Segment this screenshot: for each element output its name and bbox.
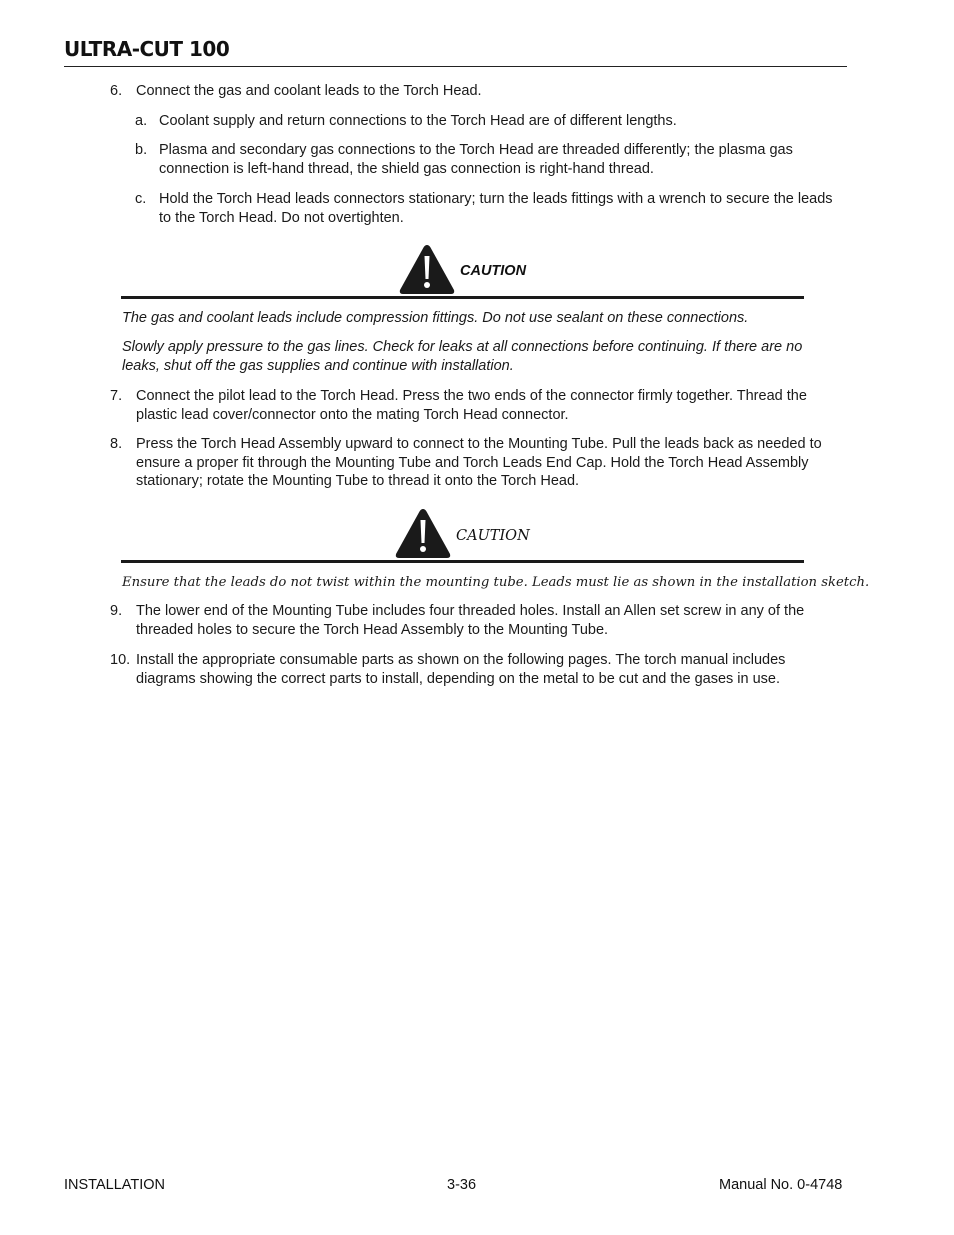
caution-label: CAUTION (456, 528, 530, 544)
caution-note: Slowly apply pressure to the gas lines. Check for leaks at all connections before continuing. If there are no leaks, shut off the gas supplies and continue with installation. (122, 339, 803, 374)
sub-step-letter: a. (135, 113, 148, 129)
footer-manual-number: Manual No. 0-4748 (719, 1177, 843, 1193)
footer-page-number: 3-36 (447, 1177, 477, 1193)
step-number: 6. (110, 83, 123, 99)
step-number: 8. (110, 436, 123, 452)
caution-divider (121, 560, 804, 563)
footer-section: INSTALLATION (64, 1177, 165, 1193)
step-number: 9. (110, 603, 123, 619)
caution-block-1 (398, 243, 558, 299)
caution-note: The gas and coolant leads include compression fittings. Do not use sealant on these connections. (122, 310, 749, 326)
caution-divider (121, 296, 804, 299)
step-9 (110, 602, 842, 639)
step-8 (110, 435, 842, 491)
step-6a (135, 112, 842, 131)
step-6b (135, 141, 842, 178)
step-number: 7. (110, 388, 123, 404)
step-6 (110, 82, 842, 101)
step-text: Install the appropriate consumable parts as shown on the following pages. The torch manual includes diagrams showing the correct parts to install, depending on the metal to be cut and the gases in use. (136, 652, 786, 687)
header-divider (64, 66, 847, 67)
step-6c (135, 190, 842, 227)
step-text: Connect the pilot lead to the Torch Head. Press the two ends of the connector firmly together. Thread the plastic lead cover/connector onto the mating Torch Head connector. (136, 388, 807, 423)
step-7 (110, 387, 842, 424)
step-text: Press the Torch Head Assembly upward to connect to the Mounting Tube. Pull the leads back as needed to ensure a proper fit through the Mounting Tube and Torch Leads End Cap. Hold the Torch Head Assembly stationary; rotate the Mounting Tube to thread it onto the Torch Head. (136, 436, 822, 489)
step-text: Connect the gas and coolant leads to the Torch Head. (136, 83, 482, 99)
page-header-title: ULTRA-CUT 100 (64, 37, 230, 61)
step-text: The lower end of the Mounting Tube includes four threaded holes. Install an Allen set screw in any of the threaded holes to secure the Torch Head Assembly to the Mounting Tube. (136, 603, 805, 638)
caution-block-2 (394, 507, 554, 563)
caution-label: CAUTION (460, 263, 527, 279)
warning-triangle-icon (394, 507, 452, 560)
warning-triangle-icon (398, 243, 456, 296)
caution-note: Ensure that the leads do not twist within the mounting tube. Leads must lie as shown in the installation sketch. (122, 575, 870, 590)
step-10 (110, 651, 842, 688)
sub-step-text: Coolant supply and return connections to the Torch Head are of different lengths. (159, 113, 677, 129)
step-number: 10. (110, 652, 131, 668)
sub-step-letter: b. (135, 142, 148, 158)
sub-step-text: Hold the Torch Head leads connectors stationary; turn the leads fittings with a wrench to secure the leads to the Torch Head. Do not overtighten. (159, 191, 833, 226)
sub-step-text: Plasma and secondary gas connections to the Torch Head are threaded differently; the plasma gas connection is left-hand thread, the shield gas connection is right-hand thread. (159, 142, 793, 177)
sub-step-letter: c. (135, 191, 147, 207)
